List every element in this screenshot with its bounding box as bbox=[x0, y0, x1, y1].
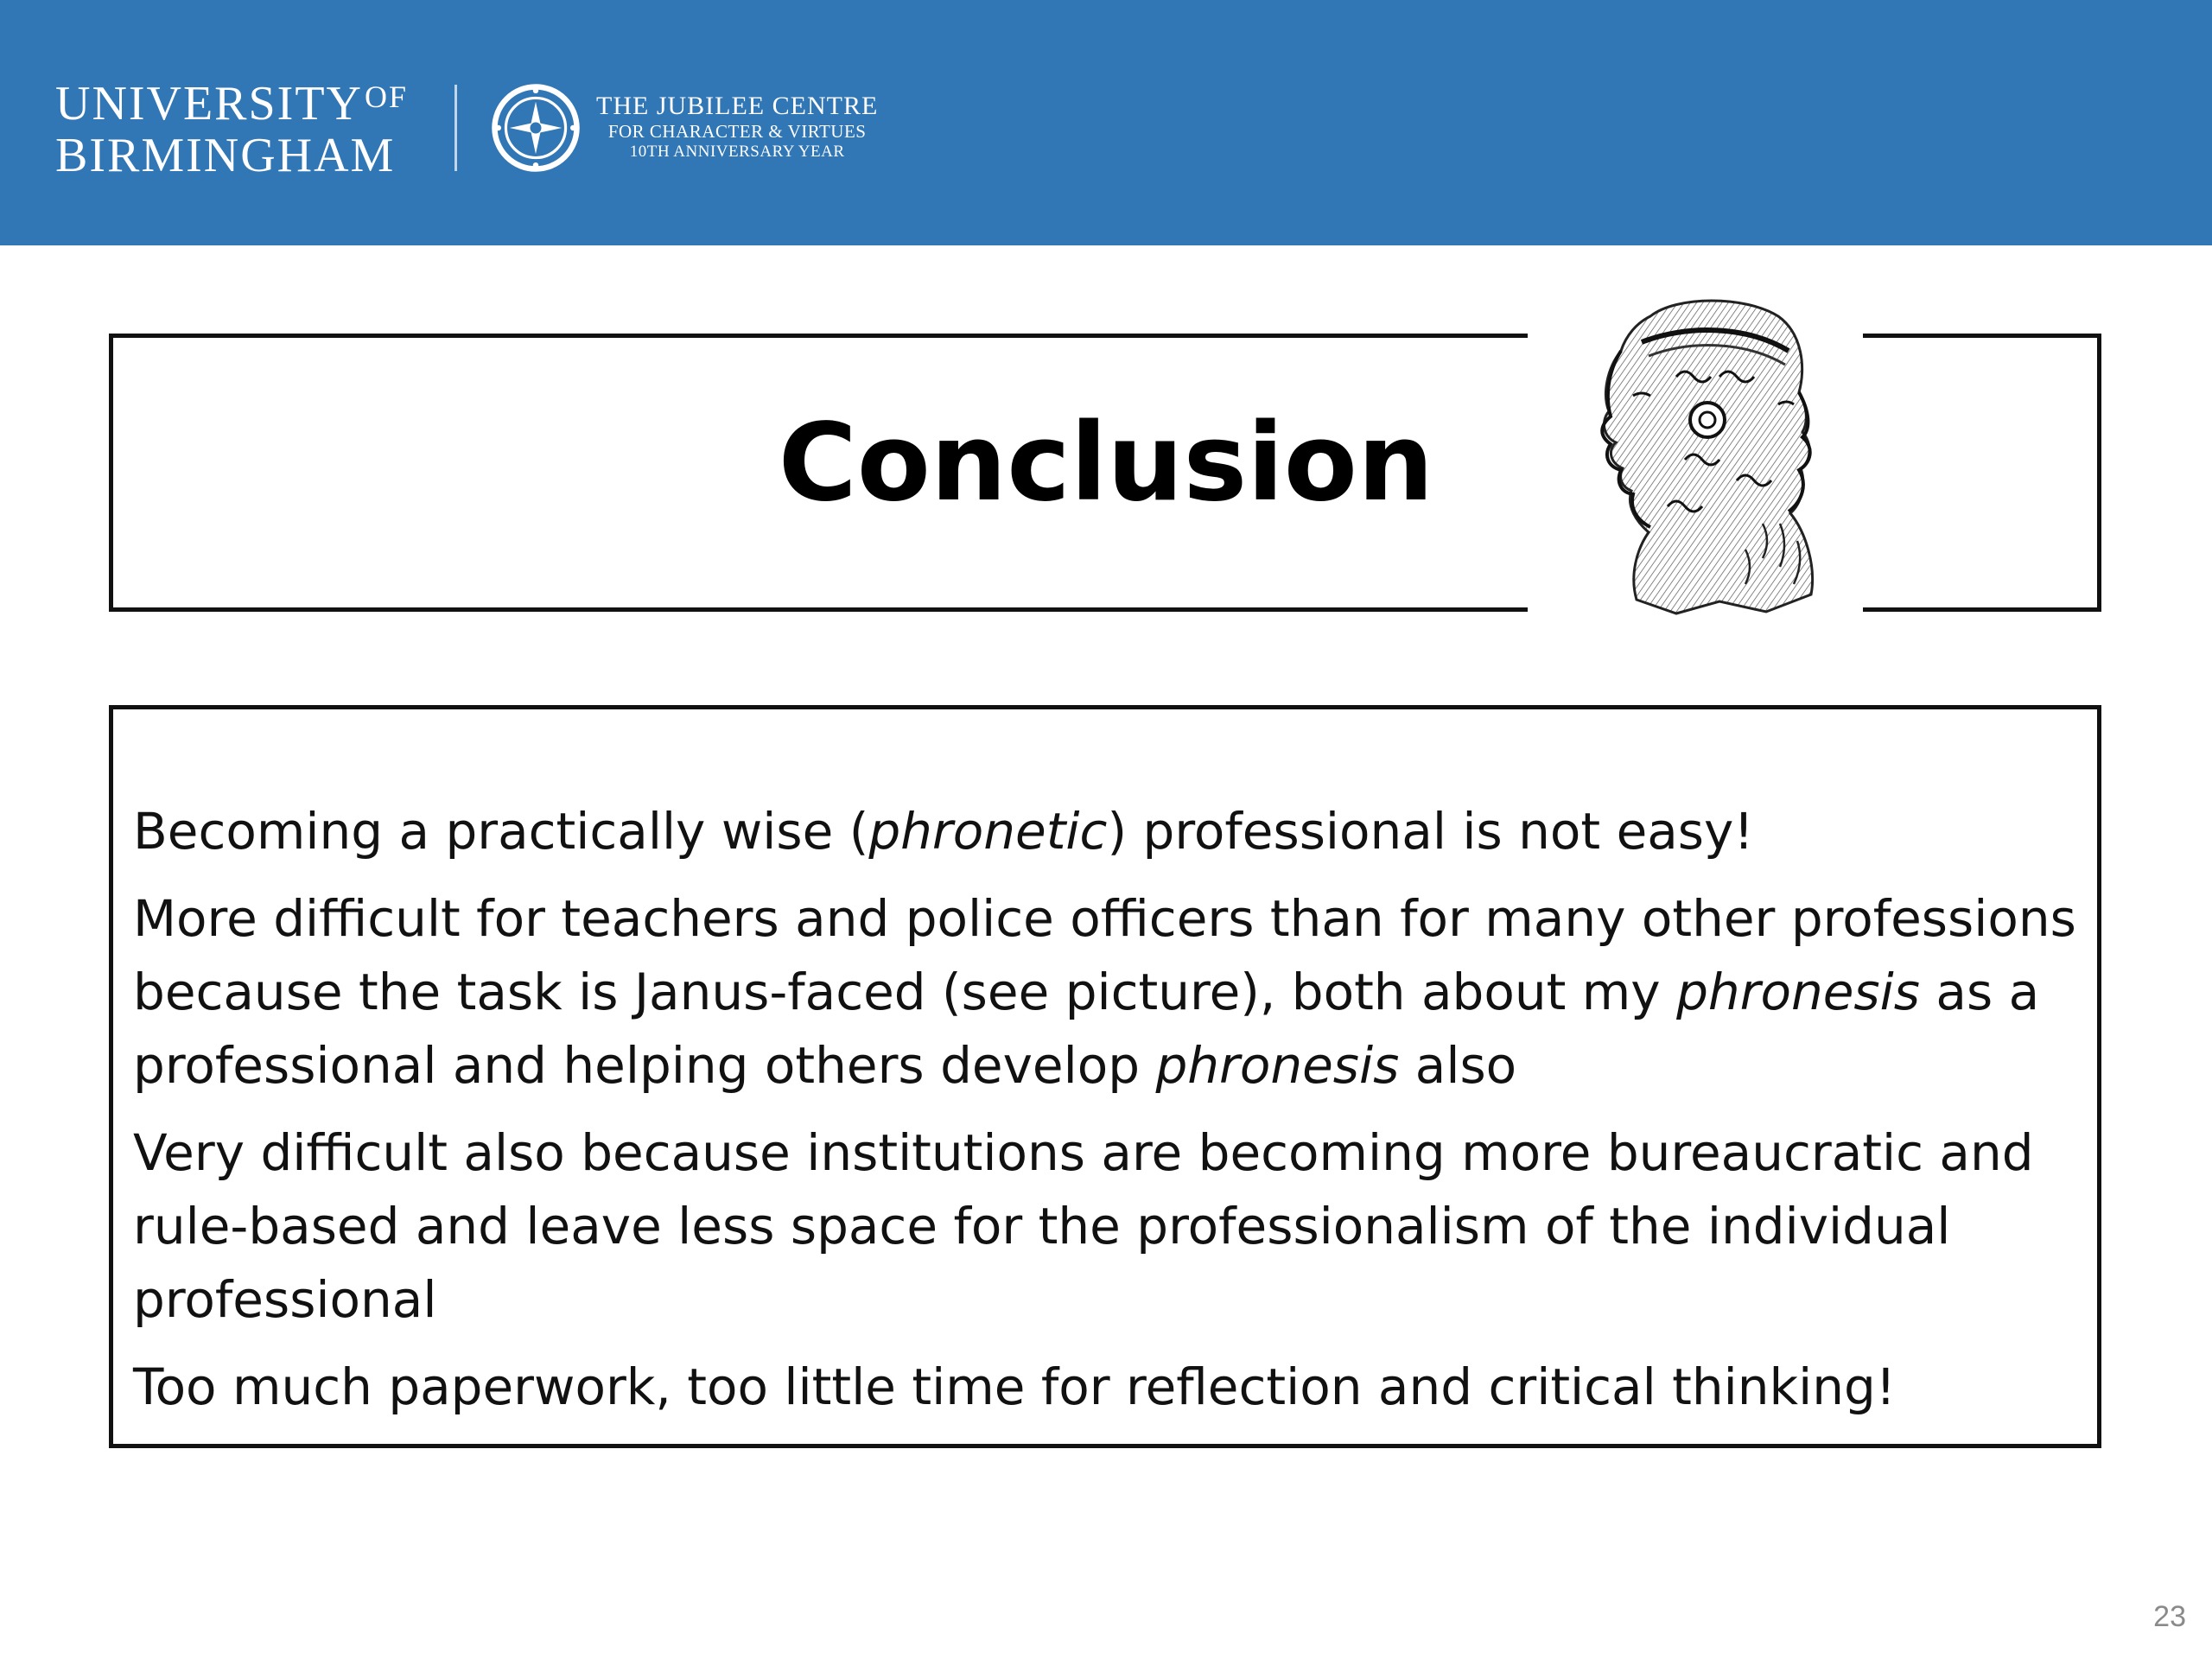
paragraph-text: Too much paperwork, too little time for reflection and critical thinking! bbox=[133, 1357, 1897, 1416]
emphasized-term: phronetic bbox=[868, 802, 1108, 861]
university-of-birmingham-logo: $UNIVERSITY^{OF}$ BIRMINGHAM bbox=[55, 77, 409, 182]
conclusion-text bbox=[133, 795, 2086, 1438]
emphasized-term: phronesis bbox=[1155, 1036, 1400, 1095]
jubilee-centre-logo-icon bbox=[489, 81, 582, 175]
page-number: 23 bbox=[2153, 1600, 2186, 1633]
emphasized-term: phronesis bbox=[1676, 963, 1920, 1021]
slide-title: Conclusion bbox=[778, 401, 1434, 525]
paragraph-text: More difficult for teachers and police officers than for many other professions because the task is Janus-faced (see picture), both about my bbox=[133, 889, 2076, 1021]
paragraph-text: as a professional and helping others develop bbox=[133, 963, 2040, 1095]
jubilee-centre-wordmark: THE JUBILEE CENTRE FOR CHARACTER & VIRTUES 10TH ANNIVERSARY YEAR bbox=[596, 92, 879, 162]
paragraph-text: ) professional is not easy! bbox=[1107, 802, 1754, 861]
janus-head-icon bbox=[1547, 290, 1859, 619]
paragraph-text: Very difficult also because institutions are becoming more bureaucratic and rule-based and leave less space for the professionalism of the individual professional bbox=[133, 1123, 2034, 1329]
content-paragraph bbox=[133, 795, 2086, 868]
paragraph-text: also bbox=[1399, 1036, 1517, 1095]
content-paragraph bbox=[133, 1351, 2086, 1424]
slide-header bbox=[0, 0, 2212, 245]
paragraph-text: Becoming a practically wise ( bbox=[133, 802, 869, 861]
content-paragraph bbox=[133, 1116, 2086, 1337]
logo-divider bbox=[454, 85, 457, 171]
content-paragraph bbox=[133, 882, 2086, 1103]
